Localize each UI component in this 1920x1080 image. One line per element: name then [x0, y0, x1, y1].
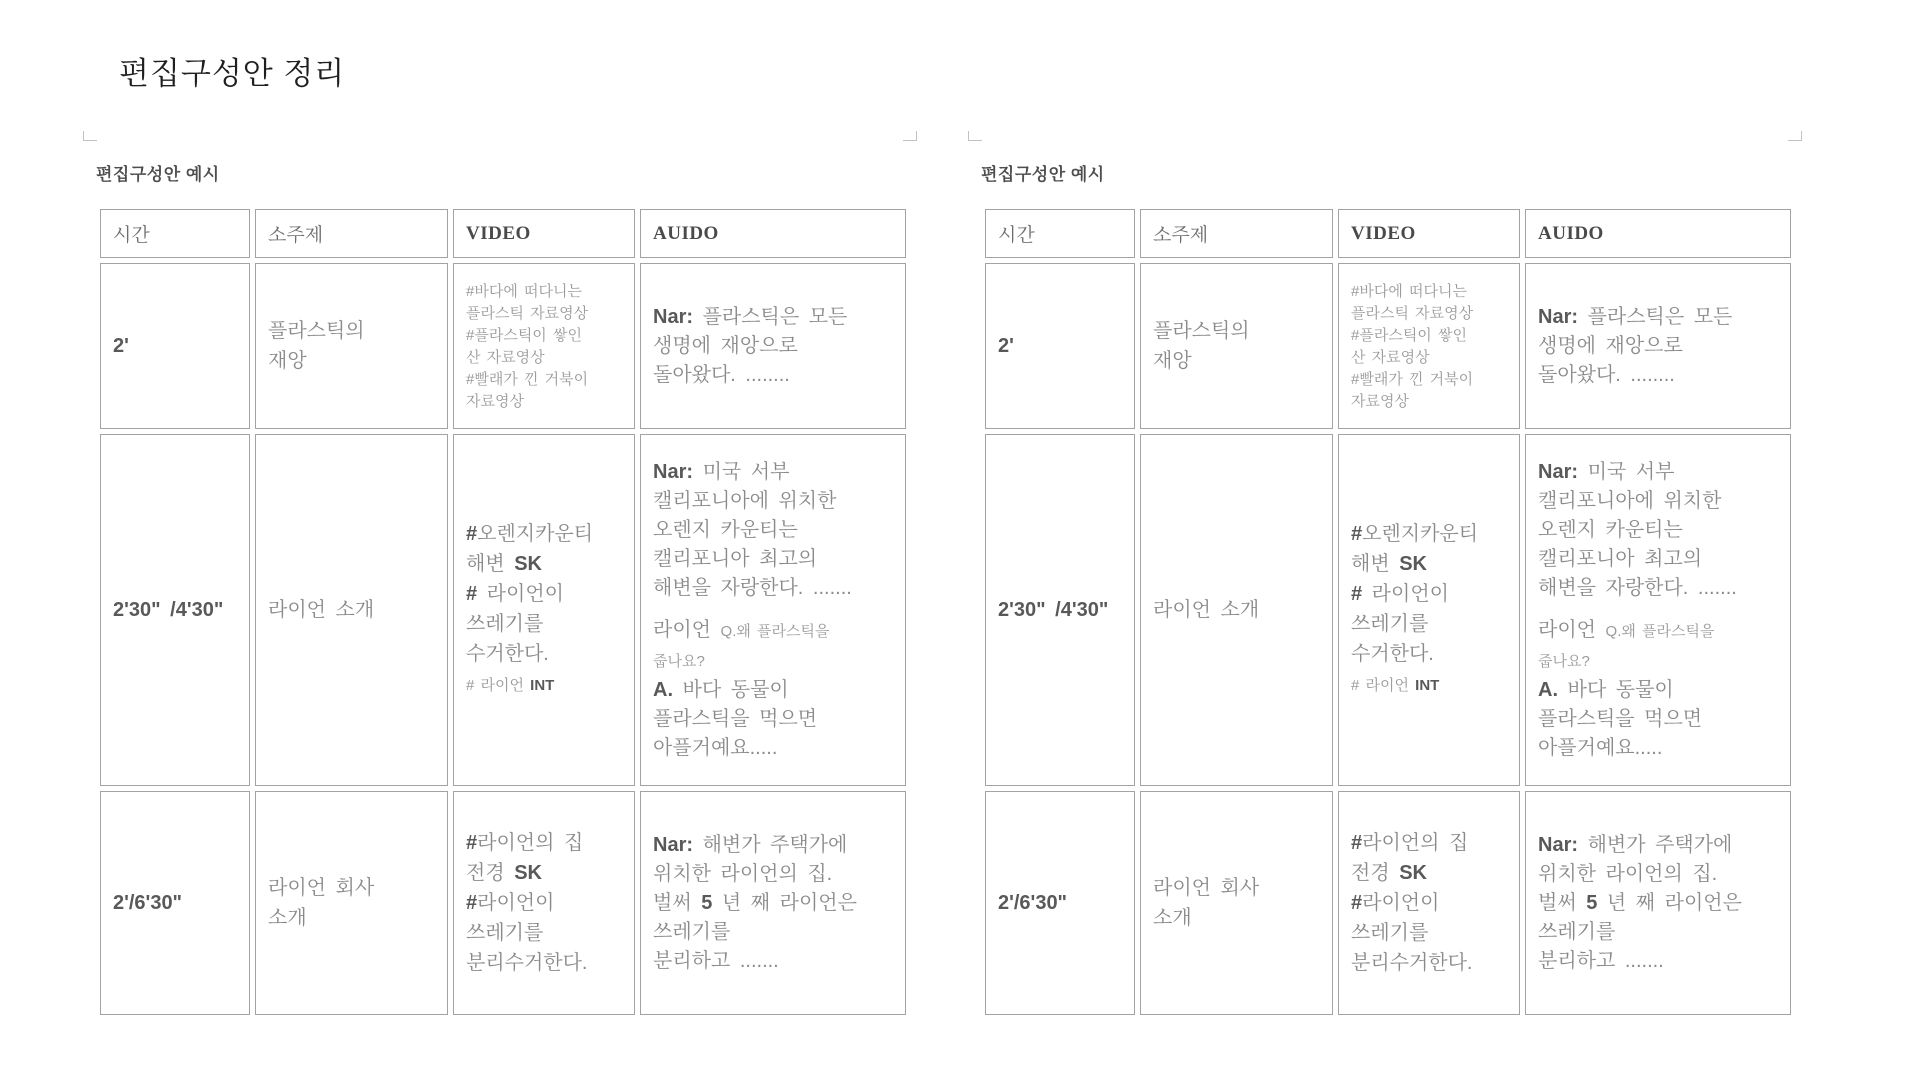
- text-segment: 라이언의 집: [477, 832, 584, 854]
- cell-text-line: [1153, 316, 1320, 346]
- table-row: [100, 434, 906, 786]
- cell-text-line: [466, 280, 622, 302]
- cell-text-line: [466, 639, 622, 669]
- cell-text-line: [1351, 324, 1507, 346]
- text-segment: A.: [1538, 678, 1558, 701]
- text-segment: 라이언이: [1362, 583, 1449, 605]
- cell-text-line: [1351, 390, 1507, 412]
- text-segment: 5: [701, 891, 713, 914]
- text-segment: 플라스틱 자료영상: [466, 305, 589, 322]
- cell-text-line: [1538, 860, 1778, 889]
- text-segment: 라이언 회사: [1153, 877, 1260, 899]
- cell-text-line: [1538, 603, 1778, 616]
- text-segment: 쓰레기를: [466, 922, 544, 944]
- text-segment: 라이언 소개: [268, 599, 375, 621]
- row-3-audio-cell: [640, 791, 906, 1015]
- cell-text-line: [1538, 676, 1778, 705]
- text-segment: 년 째 라이언은: [1597, 891, 1742, 914]
- cell-text-line: [466, 828, 622, 858]
- row-2-topic-cell: [255, 434, 448, 786]
- cell-text-line: [653, 332, 893, 361]
- row-1-time-cell: [985, 263, 1135, 429]
- text-segment: 분리하고 .......: [1538, 949, 1664, 972]
- cell-text-line: [466, 669, 622, 701]
- text-segment: #: [466, 523, 478, 545]
- header-cell-topic: 소주제: [1140, 209, 1333, 258]
- text-segment: Nar:: [653, 460, 694, 483]
- cell-text-line: [1351, 579, 1507, 609]
- text-segment: 2'30" /4'30": [998, 598, 1109, 621]
- text-segment: 라이언이: [1362, 892, 1440, 914]
- text-segment: 플라스틱의: [1153, 320, 1250, 342]
- cell-text-line: [1351, 948, 1507, 978]
- row-2-audio-cell: [640, 434, 906, 786]
- text-segment: Nar:: [653, 305, 694, 328]
- text-segment: 전경: [466, 862, 515, 884]
- cell-text-line: [1153, 595, 1320, 625]
- cell-text-line: [653, 616, 893, 646]
- cell-text-line: [1538, 361, 1778, 390]
- placeholder-corner-mark: [903, 131, 917, 141]
- row-3-video-cell: [453, 791, 635, 1015]
- row-1-video-cell: [453, 263, 635, 429]
- text-segment: 해변: [1351, 553, 1400, 575]
- cell-text-line: [1538, 947, 1778, 976]
- text-segment: 년 째 라이언은: [712, 891, 857, 914]
- text-segment: 자료영상: [466, 393, 524, 410]
- text-segment: 해변가 주택가에: [693, 833, 848, 856]
- text-segment: 해변을 자랑한다. .......: [1538, 576, 1737, 599]
- cell-text-line: [653, 545, 893, 574]
- header-cell-topic: 소주제: [255, 209, 448, 258]
- text-segment: 위치한 라이언의 집.: [653, 862, 833, 885]
- header-cell-audio: AUIDO: [640, 209, 906, 258]
- text-segment: 벌써: [653, 891, 702, 914]
- row-2-time-cell: [100, 434, 250, 786]
- cell-text-line: [1538, 918, 1778, 947]
- table-row: [985, 263, 1791, 429]
- text-segment: 라이언 회사: [268, 877, 375, 899]
- cell-text-line: [653, 734, 893, 763]
- cell-text-line: [653, 458, 893, 487]
- text-segment: 줍나요?: [653, 652, 705, 670]
- text-segment: #: [1351, 832, 1363, 854]
- text-segment: # 라이언: [1351, 677, 1416, 694]
- text-segment: # 라이언: [466, 677, 531, 694]
- text-segment: Nar:: [1538, 833, 1579, 856]
- row-2-time-cell: [985, 434, 1135, 786]
- cell-text-line: [466, 609, 622, 639]
- text-segment: 쓰레기를: [466, 613, 544, 635]
- text-segment: 위치한 라이언의 집.: [1538, 862, 1718, 885]
- text-segment: 분리하고 .......: [653, 949, 779, 972]
- cell-text-line: [466, 324, 622, 346]
- text-segment: 2': [113, 334, 129, 357]
- table-header-row: [100, 209, 906, 258]
- storyboard-section-right: [981, 160, 1821, 974]
- text-segment: Q.왜 플라스틱을: [1605, 622, 1715, 640]
- cell-text-line: [1351, 828, 1507, 858]
- text-segment: 캘리포니아에 위치한: [653, 489, 837, 512]
- row-2-video-cell: [1338, 434, 1520, 786]
- header-cell-video: VIDEO: [1338, 209, 1520, 258]
- text-segment: 벌써: [1538, 891, 1587, 914]
- cell-text-line: [1351, 639, 1507, 669]
- cell-text-line: [1351, 519, 1507, 549]
- cell-text-line: [653, 676, 893, 705]
- text-segment: 플라스틱의: [268, 320, 365, 342]
- cell-text-line: [653, 603, 893, 616]
- cell-text-line: [1153, 903, 1320, 933]
- row-3-time-cell: [985, 791, 1135, 1015]
- text-segment: #플라스틱이 쌓인: [466, 327, 582, 344]
- cell-text-line: [998, 889, 1122, 918]
- text-segment: 오렌지 카운티는: [1538, 518, 1683, 541]
- text-segment: INT: [1415, 677, 1440, 694]
- cell-text-line: [653, 303, 893, 332]
- text-segment: 라이언이: [477, 892, 555, 914]
- text-segment: 플라스틱을 먹으면: [1538, 707, 1703, 730]
- cell-text-line: [653, 831, 893, 860]
- text-segment: 아플거예요.....: [653, 736, 778, 759]
- text-segment: #: [466, 583, 478, 605]
- table-header-row: [985, 209, 1791, 258]
- text-segment: SK: [514, 553, 542, 575]
- text-segment: 2': [998, 334, 1014, 357]
- text-segment: 플라스틱 자료영상: [1351, 305, 1474, 322]
- header-cell-time: 시간: [985, 209, 1135, 258]
- cell-text-line: [1538, 616, 1778, 646]
- cell-text-line: [1538, 889, 1778, 918]
- text-segment: 라이언의 집: [1362, 832, 1469, 854]
- table-row: [100, 263, 906, 429]
- cell-text-line: [466, 579, 622, 609]
- text-segment: #: [1351, 583, 1363, 605]
- cell-text-line: [653, 361, 893, 390]
- cell-text-line: [1351, 302, 1507, 324]
- cell-text-line: [1153, 873, 1320, 903]
- cell-text-line: [653, 646, 893, 676]
- cell-text-line: [466, 888, 622, 918]
- cell-text-line: [466, 858, 622, 888]
- row-3-video-cell: [1338, 791, 1520, 1015]
- text-segment: #플라스틱이 쌓인: [1351, 327, 1467, 344]
- text-segment: 재앙: [268, 350, 307, 372]
- cell-text-line: [653, 705, 893, 734]
- row-3-time-cell: [100, 791, 250, 1015]
- cell-text-line: [466, 918, 622, 948]
- table-row: [985, 434, 1791, 786]
- text-segment: #: [1351, 892, 1363, 914]
- text-segment: 플라스틱은 모든: [693, 305, 848, 328]
- cell-text-line: [466, 302, 622, 324]
- row-1-topic-cell: [255, 263, 448, 429]
- cell-text-line: [1351, 858, 1507, 888]
- cell-text-line: [653, 574, 893, 603]
- header-cell-video: VIDEO: [453, 209, 635, 258]
- text-segment: 캘리포니아 최고의: [1538, 547, 1703, 570]
- cell-text-line: [268, 903, 435, 933]
- text-segment: 캘리포니아 최고의: [653, 547, 818, 570]
- text-segment: A.: [653, 678, 673, 701]
- storyboard-table-container: [95, 204, 911, 1020]
- storyboard-table: [95, 204, 911, 1020]
- text-segment: 쓰레기를: [1351, 613, 1429, 635]
- text-segment: SK: [514, 862, 542, 884]
- cell-text-line: [1351, 609, 1507, 639]
- text-segment: 돌아왔다. ........: [1538, 363, 1675, 386]
- text-segment: SK: [1399, 553, 1427, 575]
- cell-text-line: [998, 332, 1122, 361]
- table-row: [985, 791, 1791, 1015]
- text-segment: 2'30" /4'30": [113, 598, 224, 621]
- page-title: 편집구성안 정리: [119, 56, 346, 91]
- text-segment: 라이언: [653, 618, 721, 641]
- text-segment: 해변가 주택가에: [1578, 833, 1733, 856]
- storyboard-table-container: [980, 204, 1796, 1020]
- cell-text-line: [998, 596, 1122, 625]
- text-segment: 소개: [1153, 907, 1192, 929]
- text-segment: 해변: [466, 553, 515, 575]
- row-2-video-cell: [453, 434, 635, 786]
- text-segment: #빨래가 낀 거북이: [1351, 371, 1474, 388]
- header-cell-audio: AUIDO: [1525, 209, 1791, 258]
- cell-text-line: [1538, 734, 1778, 763]
- cell-text-line: [1538, 332, 1778, 361]
- text-segment: #바다에 떠다니는: [466, 283, 582, 300]
- text-segment: 바다 동물이: [1558, 678, 1674, 701]
- text-segment: #: [466, 892, 478, 914]
- text-segment: 미국 서부: [693, 460, 790, 483]
- cell-text-line: [268, 316, 435, 346]
- text-segment: #: [466, 832, 478, 854]
- row-1-video-cell: [1338, 263, 1520, 429]
- cell-text-line: [268, 346, 435, 376]
- text-segment: 캘리포니아에 위치한: [1538, 489, 1722, 512]
- row-1-time-cell: [100, 263, 250, 429]
- text-segment: 쓰레기를: [1538, 920, 1616, 943]
- cell-text-line: [113, 596, 237, 625]
- row-3-topic-cell: [255, 791, 448, 1015]
- text-segment: 쓰레기를: [1351, 922, 1429, 944]
- text-segment: 5: [1586, 891, 1598, 914]
- cell-text-line: [1351, 918, 1507, 948]
- text-segment: 라이언: [1538, 618, 1606, 641]
- cell-text-line: [653, 947, 893, 976]
- text-segment: Q.왜 플라스틱을: [720, 622, 830, 640]
- cell-text-line: [1538, 516, 1778, 545]
- cell-text-line: [268, 873, 435, 903]
- cell-text-line: [653, 860, 893, 889]
- cell-text-line: [653, 487, 893, 516]
- text-segment: 바다 동물이: [673, 678, 789, 701]
- cell-text-line: [1351, 888, 1507, 918]
- text-segment: 해변을 자랑한다. .......: [653, 576, 852, 599]
- cell-text-line: [653, 516, 893, 545]
- text-segment: 2'/6'30": [998, 891, 1068, 914]
- text-segment: SK: [1399, 862, 1427, 884]
- text-segment: 수거한다.: [466, 643, 549, 665]
- text-segment: 2'/6'30": [113, 891, 183, 914]
- cell-text-line: [268, 595, 435, 625]
- placeholder-corner-mark: [83, 131, 97, 141]
- cell-text-line: [1538, 545, 1778, 574]
- cell-text-line: [466, 346, 622, 368]
- cell-text-line: [113, 332, 237, 361]
- text-segment: 미국 서부: [1578, 460, 1675, 483]
- text-segment: #바다에 떠다니는: [1351, 283, 1467, 300]
- section-subtitle: 편집구성안 예시: [981, 165, 1105, 184]
- text-segment: 수거한다.: [1351, 643, 1434, 665]
- cell-text-line: [466, 549, 622, 579]
- row-1-audio-cell: [1525, 263, 1791, 429]
- cell-text-line: [1351, 549, 1507, 579]
- row-2-topic-cell: [1140, 434, 1333, 786]
- text-segment: 쓰레기를: [653, 920, 731, 943]
- cell-text-line: [1153, 346, 1320, 376]
- text-segment: 오렌지카운티: [1362, 523, 1479, 545]
- storyboard-section-left: [96, 160, 936, 974]
- text-segment: 생명에 재앙으로: [1538, 334, 1683, 357]
- text-segment: 줍나요?: [1538, 652, 1590, 670]
- placeholder-corner-mark: [1788, 131, 1802, 141]
- text-segment: 아플거예요.....: [1538, 736, 1663, 759]
- text-segment: 라이언이: [477, 583, 564, 605]
- row-2-audio-cell: [1525, 434, 1791, 786]
- section-subtitle: 편집구성안 예시: [96, 165, 220, 184]
- cell-text-line: [1538, 487, 1778, 516]
- text-segment: 소개: [268, 907, 307, 929]
- text-segment: 라이언 소개: [1153, 599, 1260, 621]
- row-3-audio-cell: [1525, 791, 1791, 1015]
- cell-text-line: [1538, 646, 1778, 676]
- text-segment: 오렌지 카운티는: [653, 518, 798, 541]
- text-segment: 플라스틱은 모든: [1578, 305, 1733, 328]
- text-segment: Nar:: [653, 833, 694, 856]
- text-segment: #빨래가 낀 거북이: [466, 371, 589, 388]
- cell-text-line: [466, 368, 622, 390]
- cell-text-line: [1351, 280, 1507, 302]
- text-segment: #: [1351, 523, 1363, 545]
- text-segment: INT: [530, 677, 555, 694]
- cell-text-line: [466, 519, 622, 549]
- cell-text-line: [1538, 574, 1778, 603]
- cell-text-line: [1351, 368, 1507, 390]
- text-segment: 돌아왔다. ........: [653, 363, 790, 386]
- cell-text-line: [653, 918, 893, 947]
- storyboard-table: [980, 204, 1796, 1020]
- text-segment: Nar:: [1538, 305, 1579, 328]
- cell-text-line: [1538, 303, 1778, 332]
- text-segment: 오렌지카운티: [477, 523, 594, 545]
- cell-text-line: [653, 889, 893, 918]
- text-segment: 플라스틱을 먹으면: [653, 707, 818, 730]
- row-1-audio-cell: [640, 263, 906, 429]
- cell-text-line: [1351, 669, 1507, 701]
- cell-text-line: [1351, 346, 1507, 368]
- text-segment: 자료영상: [1351, 393, 1409, 410]
- text-segment: 전경: [1351, 862, 1400, 884]
- cell-text-line: [1538, 458, 1778, 487]
- header-cell-time: 시간: [100, 209, 250, 258]
- cell-text-line: [466, 948, 622, 978]
- text-segment: 재앙: [1153, 350, 1192, 372]
- text-segment: 산 자료영상: [466, 349, 545, 366]
- text-segment: 생명에 재앙으로: [653, 334, 798, 357]
- placeholder-corner-mark: [968, 131, 982, 141]
- text-segment: 분리수거한다.: [466, 952, 588, 974]
- cell-text-line: [113, 889, 237, 918]
- cell-text-line: [1538, 705, 1778, 734]
- text-segment: 분리수거한다.: [1351, 952, 1473, 974]
- text-segment: 산 자료영상: [1351, 349, 1430, 366]
- text-segment: Nar:: [1538, 460, 1579, 483]
- row-3-topic-cell: [1140, 791, 1333, 1015]
- cell-text-line: [1538, 831, 1778, 860]
- row-1-topic-cell: [1140, 263, 1333, 429]
- table-row: [100, 791, 906, 1015]
- cell-text-line: [466, 390, 622, 412]
